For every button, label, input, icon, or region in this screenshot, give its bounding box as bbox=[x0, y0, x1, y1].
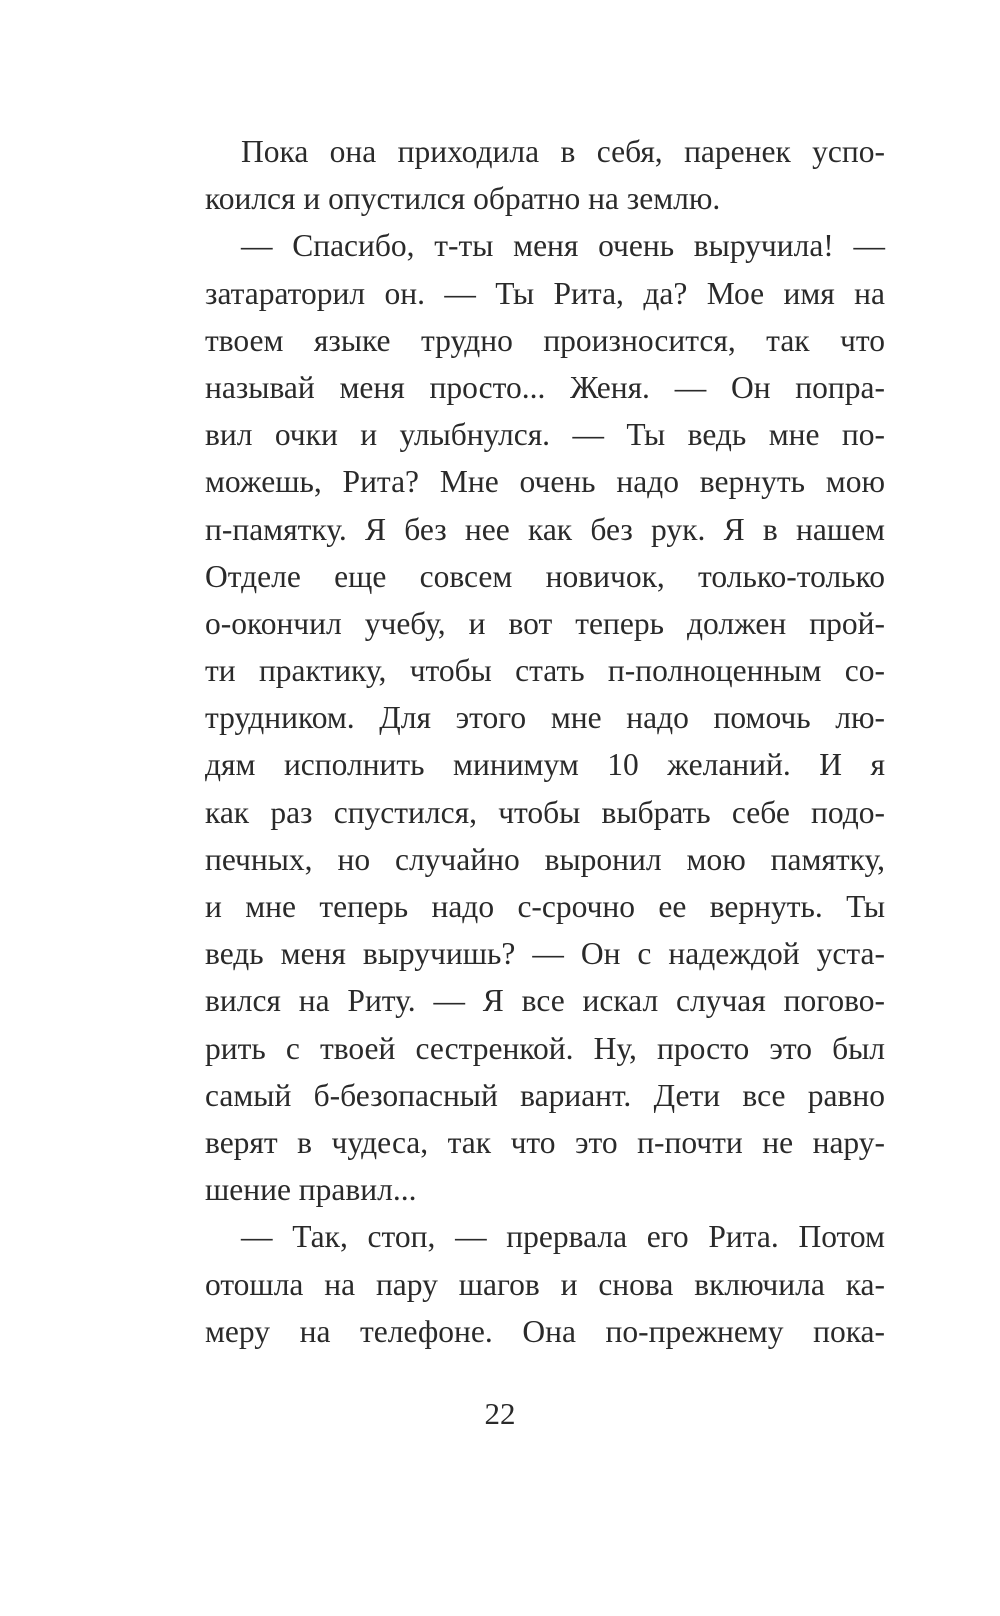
text-line: затараторил он. — Ты Рита, да? Мое имя на bbox=[205, 275, 885, 311]
text-line: — Спасибо, т-ты меня очень выручила! — bbox=[241, 228, 885, 264]
text-line: и мне теперь надо с-срочно ее вернуть. Ты bbox=[205, 889, 885, 924]
text-line: п-памятку. Я без нее как без рук. Я в нашем bbox=[205, 511, 885, 547]
text-line: ти практику, чтобы стать п-полноценным со- bbox=[205, 653, 885, 689]
text-line: Пока она приходила в себя, паренек успо- bbox=[241, 134, 885, 169]
text-line: Отделе еще совсем новичок, только-только bbox=[205, 558, 885, 594]
text-line: твоем языке трудно произносится, так что bbox=[205, 322, 885, 358]
text-line: коился и опустился обратно на землю. bbox=[205, 181, 721, 217]
text-line: ведь меня выручишь? — Он с надеждой уста- bbox=[205, 936, 885, 972]
text-line: можешь, Рита? Мне очень надо вернуть мою bbox=[205, 464, 885, 500]
text-line: самый б-безопасный вариант. Дети все равно bbox=[205, 1077, 885, 1113]
text-line: — Так, стоп, — прервала его Рита. Потом bbox=[241, 1219, 885, 1255]
text-line: о-окончил учебу, и вот теперь должен прой- bbox=[205, 605, 885, 641]
text-line: меру на телефоне. Она по-прежнему пока- bbox=[205, 1313, 885, 1349]
text-line: вил очки и улыбнулся. — Ты ведь мне по- bbox=[205, 417, 885, 453]
text-line: как раз спустился, чтобы выбрать себе подо- bbox=[205, 794, 885, 830]
text-line: дям исполнить минимум 10 желаний. И я bbox=[205, 747, 885, 783]
text-line: трудником. Для этого мне надо помочь лю- bbox=[205, 700, 885, 736]
text-line: рить с твоей сестренкой. Ну, просто это был bbox=[205, 1030, 885, 1066]
text-line: шение правил... bbox=[205, 1172, 417, 1208]
text-line: верят в чудеса, так что это п-почти не нару- bbox=[205, 1124, 885, 1160]
page-number: 22 bbox=[484, 1396, 516, 1431]
text-line: отошла на пару шагов и снова включила ка- bbox=[205, 1266, 885, 1302]
text-line: вился на Риту. — Я все искал случая погово- bbox=[205, 983, 885, 1019]
body-text bbox=[205, 128, 885, 1355]
text-line: называй меня просто... Женя. — Он попра- bbox=[205, 369, 885, 405]
text-line: печных, но случайно выронил мою памятку, bbox=[205, 841, 885, 877]
